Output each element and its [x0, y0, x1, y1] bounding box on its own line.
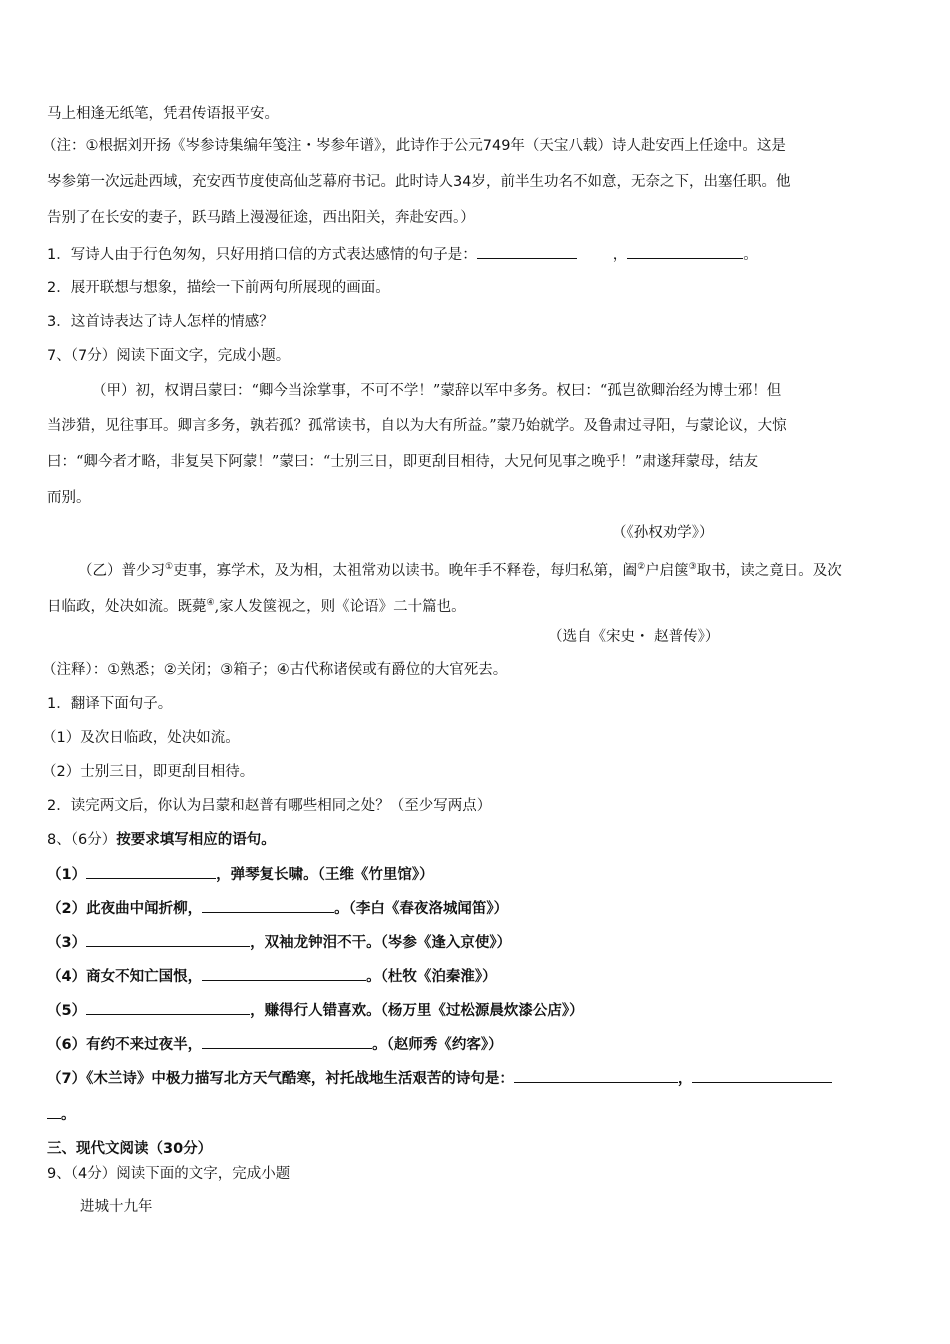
period: 。	[743, 247, 758, 263]
poem-note-line-1: （注：①根据刘开扬《岑参诗集编年笺注・岑参年谱》，此诗作于公元749年（天宝八载）诗人赴安西上任途中。这是	[42, 138, 786, 154]
separator: ，	[612, 247, 628, 263]
answer-blank[interactable]	[202, 1034, 372, 1049]
jia-line-2: 当涉猎，见往事耳。卿言多务，孰若孤？孤常读书，自以为大有所益。”蒙乃始就学。及鲁肃过寻阳，与蒙论议，大惊	[47, 418, 787, 434]
q8-item-7: （7）《木兰诗》中极力描写北方天气酷寒，衬托战地生活艰苦的诗句是： ，	[47, 1068, 832, 1089]
jia-line-4: 而别。	[47, 490, 91, 506]
answer-blank[interactable]	[202, 966, 366, 981]
footnote-3: ③	[688, 562, 697, 572]
poem-note-line-2: 岑参第一次远赴西域，充安西节度使高仙芝幕府书记。此时诗人34岁，前半生功名不如意，无奈之下，出塞任职。他	[47, 174, 791, 190]
poem-note-line-3: 告别了在长安的妻子，跃马踏上漫漫征途，西出阳关，奔赴安西。）	[47, 210, 475, 226]
q7-sub-1: 1．翻译下面句子。	[47, 696, 173, 712]
section-3-title: 三、现代文阅读（30分）	[47, 1141, 213, 1157]
jia-source: （《孙权劝学》）	[612, 525, 714, 541]
footnote-1: ①	[165, 562, 174, 572]
article-title: 进城十九年	[80, 1199, 153, 1215]
answer-blank[interactable]	[514, 1068, 678, 1083]
answer-blank[interactable]	[86, 864, 216, 879]
answer-blank[interactable]	[202, 898, 334, 913]
poem-last-line: 马上相逢无纸笔，凭君传语报平安。	[47, 106, 279, 122]
question-1	[47, 244, 758, 265]
question-2: 2．展开联想与想象，描绘一下前两句所展现的画面。	[47, 280, 390, 296]
yi-line-2: 日临政，处决如流。既薨④,家人发箧视之，则《论语》二十篇也。	[47, 598, 466, 615]
footnote-2: ②	[637, 562, 646, 572]
answer-blank[interactable]	[627, 244, 743, 259]
answer-blank[interactable]	[477, 244, 577, 259]
q7-notes: （注释）：①熟悉；②关闭；③箱子；④古代称诸侯或有爵位的大官死去。	[42, 662, 508, 678]
q8-item-7-cont: 。	[47, 1104, 76, 1125]
q8-item-5: （5） ，赚得行人错喜欢。（杨万里《过松源晨炊漆公店》）	[47, 1000, 584, 1021]
yi-source: （选自《宋史・ 赵普传》）	[548, 629, 720, 645]
answer-blank[interactable]	[86, 932, 250, 947]
q7-sub-2: 2．读完两文后，你认为吕蒙和赵普有哪些相同之处？（至少写两点）	[47, 798, 492, 814]
answer-blank[interactable]	[692, 1068, 832, 1083]
q8-header: 8、（6分）按要求填写相应的语句。	[47, 832, 276, 848]
q8-item-6: （6）有约不来过夜半， 。（赵师秀《约客》）	[47, 1034, 503, 1055]
jia-line-3: 曰：“卿今者才略，非复吴下阿蒙！”蒙曰：“士别三日，即更刮目相待，大兄何见事之晚乎！”肃遂拜蒙母，结友	[47, 454, 759, 470]
question-3: 3．这首诗表达了诗人怎样的情感？	[47, 314, 274, 330]
q8-item-1: （1） ，弹琴复长啸。（王维《竹里馆》）	[47, 864, 434, 885]
q8-item-3: （3） ，双袖龙钟泪不干。（岑参《逢入京使》）	[47, 932, 511, 953]
footnote-4: ④	[206, 598, 215, 608]
answer-blank[interactable]	[86, 1000, 250, 1015]
q7-sub-1b: （2）士别三日，即更刮目相待。	[42, 764, 255, 780]
q7-sub-1a: （1）及次日临政，处决如流。	[42, 730, 240, 746]
q8-item-4: （4）商女不知亡国恨， 。（杜牧《泊秦淮》）	[47, 966, 497, 987]
q7-header: 7、（7分）阅读下面文字，完成小题。	[47, 348, 291, 364]
q8-item-2: （2）此夜曲中闻折柳， 。（李白《春夜洛城闻笛》）	[47, 898, 508, 919]
answer-blank[interactable]	[47, 1104, 61, 1119]
jia-line-1: （甲）初，权谓吕蒙曰：“卿今当涂掌事，不可不学！”蒙辞以军中多务。权曰：“孤岂欲卿治经为博士邪！但	[92, 383, 782, 399]
q9-header: 9、（4分）阅读下面的文字，完成小题	[47, 1166, 291, 1182]
question-1-text: 1．写诗人由于行色匆匆，只好用捎口信的方式表达感情的句子是：	[47, 247, 477, 263]
yi-line-1: （乙）普少习①吏事，寡学术，及为相，太祖常劝以读书。晚年手不释卷，每归私第，阖②户启箧③取书，读之竟日。及次	[78, 562, 842, 579]
